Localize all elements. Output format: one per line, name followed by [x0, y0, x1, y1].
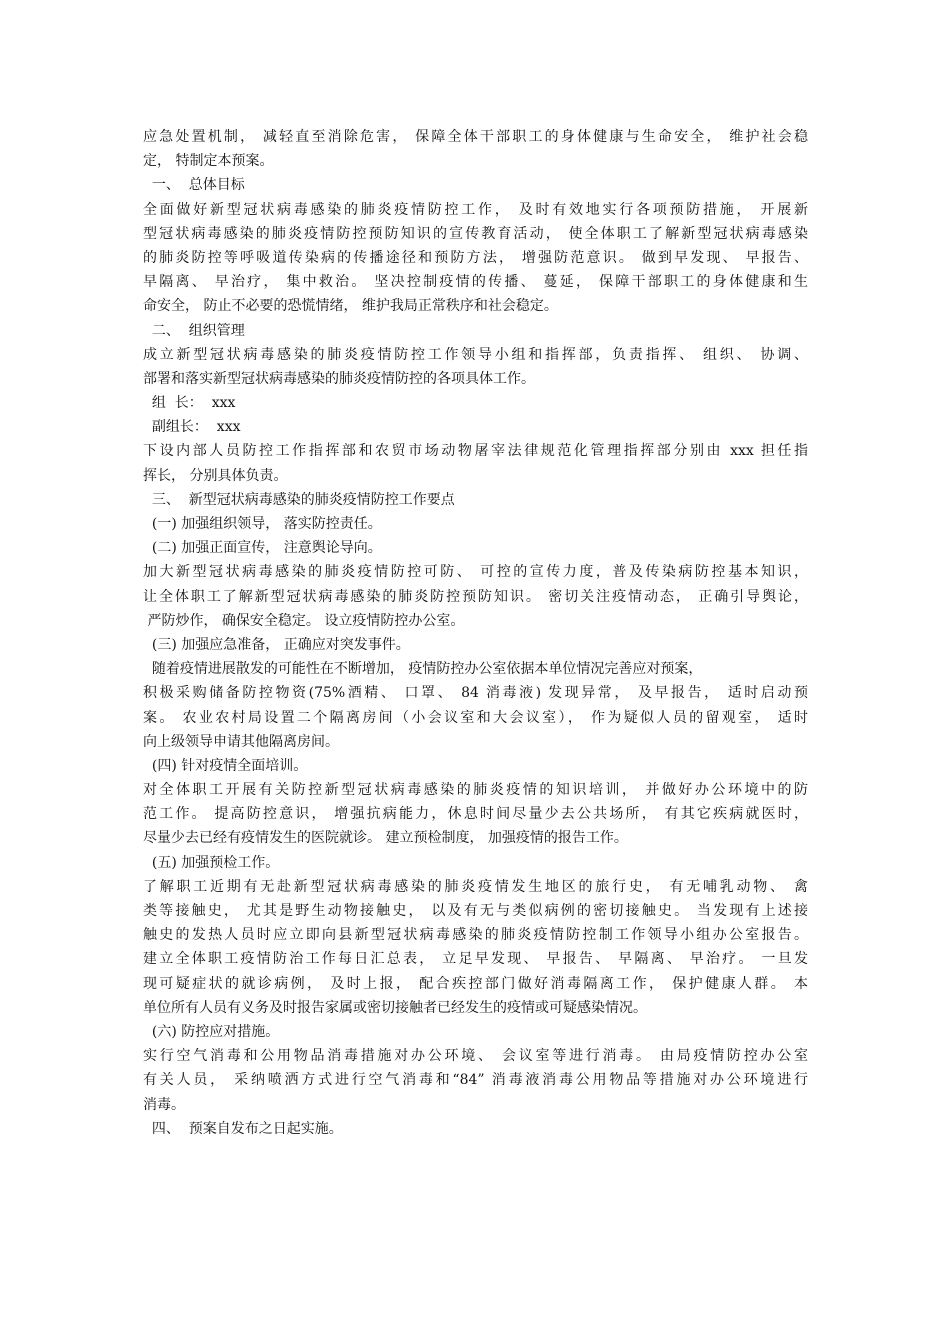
text-line: 早隔离、 早治疗， 集中救治。 坚决控制疫情的传播、 蔓延， 保障干部职工的身体健康和生 [143, 274, 808, 291]
text-line: 定， 特制定本预案。 [143, 153, 274, 170]
text-line: 单位所有人员有义务及时报告家属或密切接触者已经发生的疫情或可疑感染情况。 [143, 999, 647, 1016]
text-line: (六) 防控应对措施。 [143, 1023, 280, 1040]
text-line: 三、 新型冠状病毒感染的肺炎疫情防控工作要点 [143, 491, 455, 508]
text-line: (三) 加强应急准备， 正确应对突发事件。 [143, 636, 410, 653]
text-line: 二、 组织管理 [143, 322, 245, 339]
text-line: 触史的发热人员时应立即向县新型冠状病毒感染的肺炎疫情防控制工作领导小组办公室报告。 [143, 927, 808, 944]
text-line: 部署和落实新型冠状病毒感染的肺炎疫情防控的各项具体工作。 [143, 370, 535, 387]
text-line: 类等接触史， 尤其是野生动物接触史， 以及有无与类似病例的密切接触史。 当发现有上述接 [143, 903, 808, 919]
text-line: 尽量少去已经有疫情发生的医院就诊。 建立预检制度， 加强疫情的报告工作。 [143, 830, 628, 847]
text-line: 积极采购储备防控物资(75%酒精、 口罩、 84 消毒液) 发现异常， 及早报告， 适时启动预 [143, 685, 808, 702]
text-line: 下设内部人员防控工作指挥部和农贸市场动物屠宰法律规范化管理指挥部分别由 xxx 担任指 [143, 443, 808, 460]
text-line: 全面做好新型冠状病毒感染的肺炎疫情防控工作， 及时有效地实行各项预防措施， 开展新 [143, 201, 808, 218]
text-line: 建立全体职工疫情防治工作每日汇总表， 立足早发现、 早报告、 早隔离、 早治疗。 一旦发 [143, 951, 808, 968]
text-line: 加大新型冠状病毒感染的肺炎疫情防控可防、 可控的宣传力度，普及传染病防控基本知识， [143, 564, 808, 581]
text-line: 现可疑症状的就诊病例， 及时上报， 配合疾控部门做好消毒隔离工作， 保护健康人群。 本 [143, 975, 808, 992]
text-line: 实行空气消毒和公用物品消毒措施对办公环境、 会议室等进行消毒。 由局疫情防控办公室 [143, 1048, 808, 1065]
text-line: 范工作。 提高防控意识， 增强抗病能力，休息时间尽量少去公共场所， 有其它疾病就医时， [143, 806, 808, 823]
text-line: (二) 加强正面宣传， 注意舆论导向。 [143, 540, 382, 557]
text-line: 了解职工近期有无赴新型冠状病毒感染的肺炎疫情发生地区的旅行史， 有无哺乳动物、 禽 [143, 878, 808, 895]
text-line: 随着疫情进展散发的可能性在不断增加， 疫情防控办公室依据本单位情况完善应对预案， [143, 661, 703, 678]
text-line: 案。 农业农村局设置二个隔离房间（小会议室和大会议室）， 作为疑似人员的留观室， 适时 [143, 709, 808, 726]
text-line: 组 长： xxx [143, 395, 236, 412]
document-body [143, 125, 808, 1141]
text-line: 有关人员， 采纳喷洒方式进行空气消毒和“84” 消毒液消毒公用物品等措施对办公环境进行 [143, 1072, 808, 1089]
text-line: 成立新型冠状病毒感染的肺炎疫情防控工作领导小组和指挥部，负责指挥、 组织、 协调、 [143, 346, 808, 363]
text-line: 副组长： xxx [143, 419, 241, 436]
text-line: 四、 预案自发布之日起实施。 [143, 1120, 343, 1137]
text-line: 的肺炎防控等呼吸道传染病的传播途径和预防方法， 增强防范意识。 做到早发现、 早报告、 [143, 249, 808, 266]
text-line: 让全体职工了解新型冠状病毒感染的肺炎防控预防知识。 密切关注疫情动态， 正确引导舆论， [143, 588, 808, 605]
text-line: 命安全， 防止不必要的恐慌情绪， 维护我局正常秩序和社会稳定。 [143, 298, 558, 315]
text-line: 对全体职工开展有关防控新型冠状病毒感染的肺炎疫情的知识培训， 并做好办公环境中的防 [143, 782, 808, 799]
text-line: 一、 总体目标 [143, 177, 245, 194]
text-line: 向上级领导申请其他隔离房间。 [143, 733, 339, 750]
text-line: 消毒。 [143, 1096, 185, 1113]
text-line: (五) 加强预检工作。 [143, 854, 280, 871]
text-line: (一) 加强组织领导， 落实防控责任。 [143, 516, 382, 532]
text-line: 严防炒作， 确保安全稳定。 设立疫情防控办公室。 [143, 612, 465, 629]
text-line: (四) 针对疫情全面培训。 [143, 757, 308, 774]
text-line: 挥长， 分别具体负责。 [143, 467, 288, 484]
text-line: 型冠状病毒感染的肺炎疫情防控预防知识的宣传教育活动， 使全体职工了解新型冠状病毒感染 [143, 225, 808, 242]
text-line: 应急处置机制， 减轻直至消除危害， 保障全体干部职工的身体健康与生命安全， 维护社会稳 [143, 129, 808, 145]
